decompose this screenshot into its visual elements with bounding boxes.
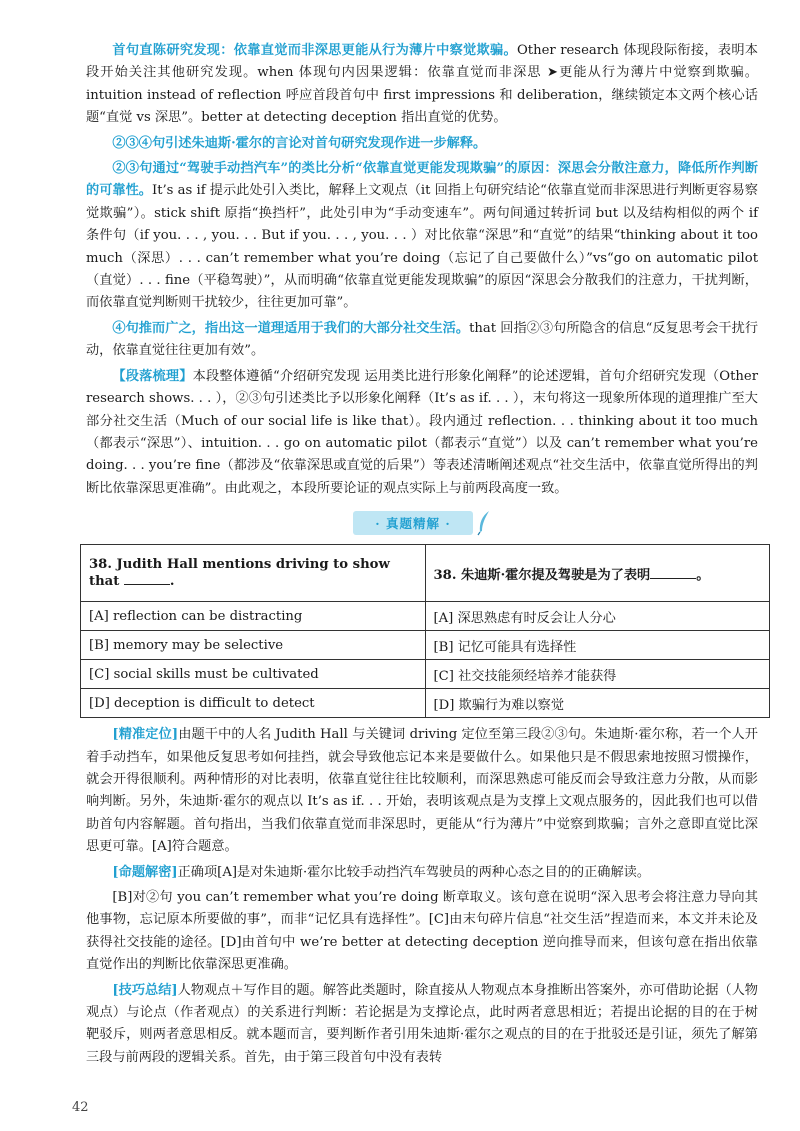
page-number: 42	[72, 1100, 89, 1115]
question-stem-zh: 38. 朱迪斯·霍尔提及驾驶是为了表明 。	[425, 545, 770, 602]
option-zh: [B] 记忆可能具有选择性	[425, 631, 770, 660]
answer-blank	[650, 566, 696, 579]
highlight-sentence: 首句直陈研究发现：依靠直觉而非深思更能从行为薄片中察觉欺骗。	[112, 43, 517, 58]
option-zh: [C] 社交技能须经培养才能获得	[425, 660, 770, 689]
question-stem-en: 38. Judith Hall mentions driving to show that .	[81, 545, 426, 602]
paragraph-text: It’s as if 提示此处引入类比，解释上文观点（it 回指上句研究结论“依靠直觉而非深思进行判断更容易察觉欺骗”）。stick shift 原指“换挡杆”，此处引申为“手动变速车”。两句间通过转折词 but 以及结构相似的两个 if 条件句（if you. . . , you. . . But if you. . . , you. . . ）对比依靠“深思”和“直觉”的结果“thinking about it too much（深思）. . . can’t remember what you’re doing（忘记了自己要做什么）”vs“go on automatic pilot（直觉）. . . fine（平稳驾驶）”，从而明确“依靠直觉更能发现欺骗”的原因“深思会分散我们的注意力，干扰判断，而依靠直觉判断则干扰较少，往往更加可靠”。	[86, 183, 758, 311]
question-stem-row	[81, 545, 770, 602]
highlight-sentence: ②③④句引述朱迪斯·霍尔的言论对首句研究发现作进一步解释。	[112, 135, 487, 151]
solution-tips	[86, 980, 758, 1070]
option-en: [C] social skills must be cultivated	[81, 660, 426, 689]
paragraph-text: 人物观点＋写作目的题。解答此类题时，除直接从人物观点本身推断出答案外，亦可借助论据（人物观点）与论点（作者观点）的关系进行判断：若论据是为支撑论点，此时两者意思相近；若提出论据的目的在于树靶驳斥，则两者意思相反。就本题而言，要判断作者引用朱迪斯·霍尔之观点的目的在于批驳还是引证，须先了解第三段与前两段的逻辑关系。首先，由于第三段首句中没有表转	[86, 982, 758, 1065]
solution-decode-continued	[86, 887, 758, 977]
feather-icon	[477, 510, 491, 536]
section-tag: [命题解密]	[112, 864, 178, 880]
option-zh: [A] 深思熟虑有时反会让人分心	[425, 602, 770, 631]
question-table	[80, 544, 770, 718]
solution-decode	[86, 862, 758, 884]
paragraph-analysis-2	[86, 133, 758, 155]
paragraph-analysis-1	[86, 40, 758, 130]
solution-locate	[86, 724, 758, 858]
banner-label: · 真题精解 ·	[353, 511, 472, 535]
option-row	[81, 602, 770, 631]
option-row	[81, 660, 770, 689]
paragraph-text: that 回指②③句所隐含的信息“反复思考会干扰行动，依靠直觉往往更加有效”。	[86, 320, 759, 359]
paragraph-text: 正确项[A]是对朱迪斯·霍尔比较手动挡汽车驾驶员的两种心态之目的的正确解读。	[177, 864, 651, 880]
page-content	[86, 40, 758, 1072]
section-banner	[86, 510, 758, 536]
highlight-sentence: ②③句通过“驾驶手动挡汽车”的类比分析“依靠直觉更能发现欺骗”的原因：深思会分散注意力，降低所作判断的可靠性。	[86, 161, 758, 199]
section-tag: 【段落梳理】	[112, 368, 193, 384]
option-zh: [D] 欺骗行为难以察觉	[425, 689, 770, 718]
paragraph-summary	[86, 366, 758, 500]
section-tag: [精准定位]	[112, 727, 179, 743]
paragraph-text: Other research 体现段际衔接，表明本段开始关注其他研究发现。when 体现句内因果逻辑：依靠直觉而非深思 ➤更能从行为薄片中觉察到欺骗。intuition instead of reflection 呼应首段首句中 first impressions 和 deliberation，继续锁定本文两个核心话题“直觉 vs 深思”。better at detecting deception 指出直觉的优势。	[86, 43, 758, 126]
option-en: [B] memory may be selective	[81, 631, 426, 660]
option-row	[81, 631, 770, 660]
paragraph-analysis-3	[86, 158, 758, 315]
paragraph-text: 由题干中的人名 Judith Hall 与关键词 driving 定位至第三段②③句。朱迪斯·霍尔称，若一个人开着手动挡车，如果他反复思考如何挂挡，就会导致他忘记本来是要做什么。如果他只是不假思索地按照习惯操作，就会开得很顺利。两种情形的对比表明，依靠直觉往往比较顺利，而深思熟虑可能反而会导致注意力分散，从而影响判断。另外，朱迪斯·霍尔的观点以 It’s as if. . . 开始，表明该观点是为支撑上文观点服务的，因此我们也可以借助首句内容解题。首句指出，当我们依靠直觉而非深思时，更能从“行为薄片”中觉察到欺骗；言外之意即直觉比深思更可靠。[A]符合题意。	[86, 727, 758, 855]
section-tag: [技巧总结]	[112, 982, 178, 998]
highlight-sentence: ④句推而广之，指出这一道理适用于我们的大部分社交生活。	[112, 320, 470, 336]
option-en: [A] reflection can be distracting	[81, 602, 426, 631]
paragraph-text: 本段整体遵循“介绍研究发现 运用类比进行形象化阐释”的论述逻辑，首句介绍研究发现（Other research shows. . . ），②③句引述类比予以形象化阐释（It’s as if. . . ），末句将这一现象所体现的道理推广至大部分社交生活（Much of our social life is like that）。段内通过 reflection. . . thinking about it too much（都表示“深思”）、intuition. . . go on automatic pilot（都表示“直觉”）以及 can’t remember what you’re doing. . . you’re fine（都涉及“依靠深思或直觉的后果”）等表述清晰阐述观点“社交生活中，依靠直觉所得出的判断比依靠深思更准确”。由此观之，本段所要论证的观点实际上与前两段高度一致。	[86, 368, 759, 496]
option-en: [D] deception is difficult to detect	[81, 689, 426, 718]
option-row	[81, 689, 770, 718]
answer-blank	[124, 572, 170, 585]
paragraph-analysis-4	[86, 318, 758, 363]
paragraph-text: [B]对②句 you can’t remember what you’re doing 断章取义。该句意在说明“深入思考会将注意力导向其他事物，忘记原本所要做的事”，而非“记忆具有选择性”。[C]由末句碎片信息“社交生活”捏造而来，本文并未论及获得社交技能的途径。[D]由首句中 we’re better at detecting deception 逆向推导而来，但该句意在指出依靠直觉作出的判断比依靠深思更准确。	[86, 889, 758, 973]
